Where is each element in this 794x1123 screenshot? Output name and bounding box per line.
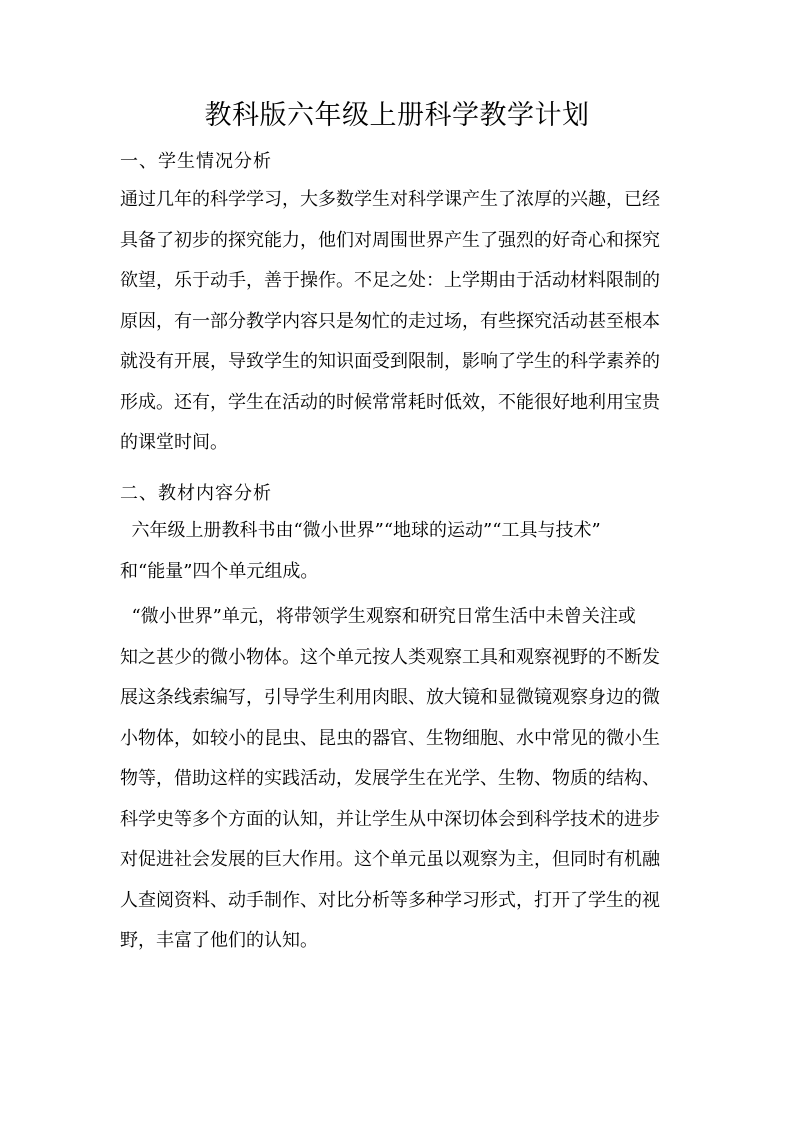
- paragraph-line: 展这条线索编写，引导学生利用肉眼、放大镜和显微镜观察身边的微: [120, 687, 660, 708]
- section-heading-student-analysis: 一、学生情况分析: [120, 151, 272, 172]
- paragraph-line: 就没有开展，导致学生的知识面受到限制，影响了学生的科学素养的: [120, 351, 660, 372]
- paragraph-line: “微小世界”单元，将带领学生观察和研究日常生活中未曾关注或: [120, 606, 636, 627]
- paragraph-textbook-overview: [120, 511, 680, 592]
- paragraph-line: 小物体，如较小的昆虫、昆虫的器官、生物细胞、水中常见的微小生: [120, 727, 660, 749]
- section-heading-textbook-analysis: 二、教材内容分析: [120, 483, 272, 504]
- paragraph-line: 知之甚少的微小物体。这个单元按人类观察工具和观察视野的不断发: [120, 646, 660, 668]
- paragraph-micro-world-unit: [120, 597, 680, 962]
- paragraph-line: 人查阅资料、动手制作、对比分析等多种学习形式，打开了学生的视: [120, 889, 660, 911]
- paragraph-line: 六年级上册教科书由“微小世界”“地球的运动”“工具与技术”: [120, 520, 601, 541]
- paragraph-line: 对促进社会发展的巨大作用。这个单元虽以观察为主，但同时有机融: [120, 849, 660, 870]
- paragraph-line: 形成。还有，学生在活动的时候常常耗时低效，不能很好地利用宝贵: [120, 391, 660, 413]
- paragraph-line: 科学史等多个方面的认知，并让学生从中深切体会到科学技术的进步: [120, 808, 660, 830]
- paragraph-line: 欲望，乐于动手，善于操作。不足之处：上学期由于活动材料限制的: [120, 270, 660, 291]
- document-title: 教科版六年级上册科学教学计划: [204, 100, 590, 131]
- paragraph-student-analysis: [120, 180, 680, 464]
- paragraph-line: 原因，有一部分教学内容只是匆忙的走过场，有些探究活动甚至根本: [120, 310, 660, 332]
- paragraph-line: 和“能量”四个单元组成。: [120, 560, 319, 582]
- paragraph-line: 具备了初步的探究能力，他们对周围世界产生了强烈的好奇心和探究: [120, 229, 660, 251]
- paragraph-line: 野，丰富了他们的认知。: [120, 930, 318, 951]
- paragraph-line: 物等，借助这样的实践活动，发展学生在光学、生物、物质的结构、: [120, 768, 660, 789]
- paragraph-line: 的课堂时间。: [120, 432, 228, 453]
- paragraph-line: 通过几年的科学学习，大多数学生对科学课产生了浓厚的兴趣，已经: [120, 189, 660, 210]
